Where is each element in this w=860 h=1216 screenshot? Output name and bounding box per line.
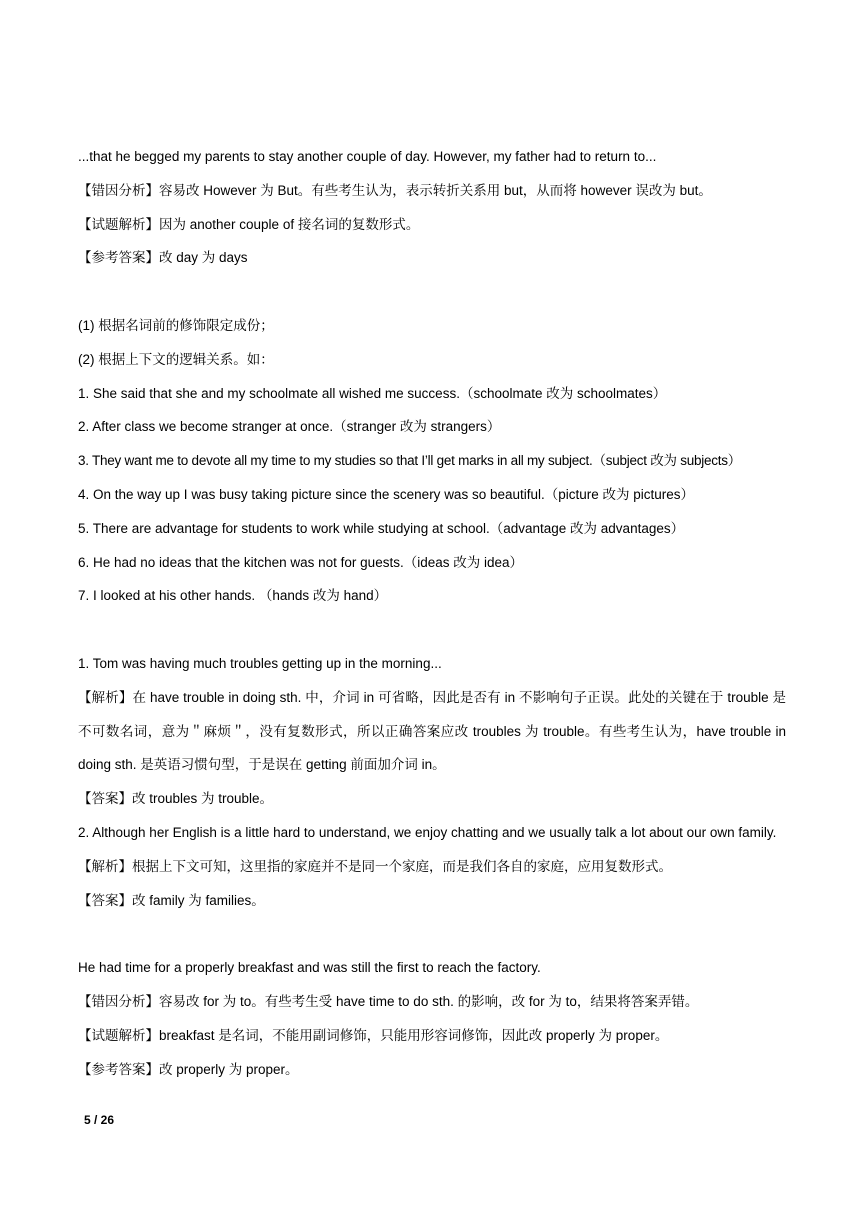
- explanation: 【试题解析】因为 another couple of 接名词的复数形式。: [78, 216, 420, 232]
- spacer: [78, 613, 786, 647]
- example-item: 7. I looked at his other hands. （hands 改为 hand）: [78, 588, 388, 604]
- example-sentence: 2. Although her English is a little hard to understand, we enjoy chatting and we usually talk a lot about our own family.: [78, 824, 777, 840]
- spacer: [78, 917, 786, 951]
- spacer: [78, 275, 786, 309]
- explanation: 【试题解析】breakfast 是名词，不能用副词修饰，只能用形容词修饰，因此改 properly 为 proper。: [78, 1027, 669, 1043]
- example-item: 4. On the way up I was busy taking picture since the scenery was so beautiful.（picture 改为 pictures）: [78, 486, 695, 502]
- explanation: 【解析】在 have trouble in doing sth. 中，介词 in 可省略，因此是否有 in 不影响句子正误。此处的关键在于 trouble 是不可数名词，意为＂麻烦＂，没有复数形式，所以正确答案应改 troubles 为 trouble。有些考生认为，have trouble in doing sth. 是英语习惯句型，于是误在 getting 前面加介词 in。: [78, 689, 786, 773]
- error-analysis: 【错因分析】容易改 for 为 to。有些考生受 have time to do sth. 的影响，改 for 为 to，结果将答案弄错。: [78, 993, 699, 1009]
- rule-item: (1) 根据名词前的修饰限定成份；: [78, 317, 274, 333]
- example-item: 5. There are advantage for students to work while studying at school.（advantage 改为 advantages）: [78, 520, 685, 536]
- explanation: 【解析】根据上下文可知，这里指的家庭并不是同一个家庭，而是我们各自的家庭，应用复数形式。: [78, 858, 672, 874]
- document-body: [78, 140, 786, 1086]
- example-sentence: ...that he begged my parents to stay another couple of day. However, my father had to return to...: [78, 149, 657, 164]
- answer: 【答案】改 family 为 families。: [78, 892, 265, 908]
- reference-answer: 【参考答案】改 properly 为 proper。: [78, 1061, 299, 1077]
- example-item: 6. He had no ideas that the kitchen was not for guests.（ideas 改为 idea）: [78, 554, 523, 570]
- answer: 【答案】改 troubles 为 trouble。: [78, 791, 274, 807]
- example-sentence: He had time for a properly breakfast and was still the first to reach the factory.: [78, 960, 541, 976]
- example-item: 1. She said that she and my schoolmate all wished me success.（schoolmate 改为 schoolmates）: [78, 385, 667, 401]
- rule-item: (2) 根据上下文的逻辑关系。如：: [78, 351, 274, 367]
- page-number: 5 / 26: [84, 1113, 115, 1127]
- error-analysis: 【错因分析】容易改 However 为 But。有些考生认为，表示转折关系用 but，从而将 however 误改为 but。: [78, 182, 712, 198]
- reference-answer: 【参考答案】改 day 为 days: [78, 250, 248, 266]
- example-sentence: 1. Tom was having much troubles getting up in the morning...: [78, 655, 442, 671]
- example-item: 3. They want me to devote all my time to my studies so that I’ll get marks in all my subject.（subject 改为 subjects）: [78, 453, 742, 469]
- example-item: 2. After class we become stranger at once.（stranger 改为 strangers）: [78, 419, 501, 435]
